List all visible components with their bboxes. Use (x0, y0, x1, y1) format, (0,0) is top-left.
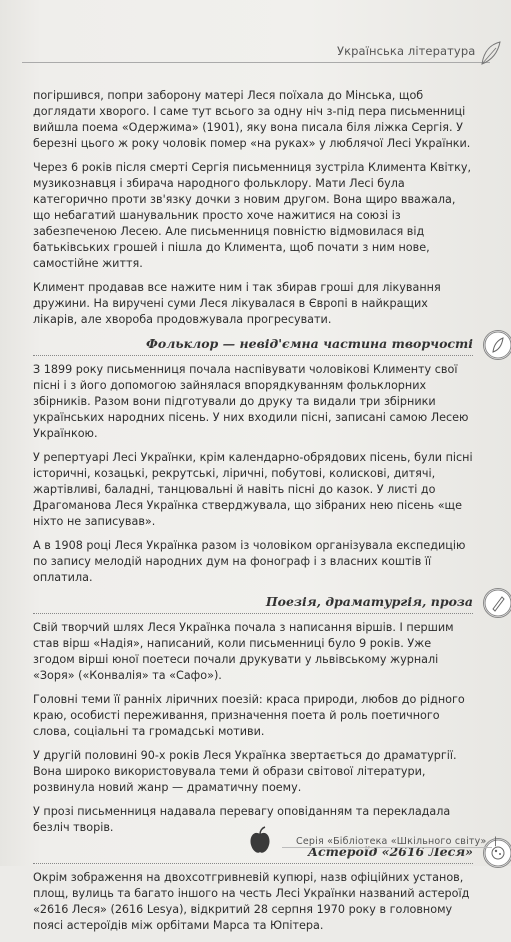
paragraph: А в 1908 році Леся Українка разом із чоловіком організувала експедицію по запису мелодій народних дум на фонограф і з власних коштів її оплатила. (33, 539, 466, 584)
section-heading-folklore (33, 336, 473, 356)
paragraph: Окрім зображення на двохсотгривневій купюрі, назв офіційних установ, площ, вулиць та багато іншого на честь Лесі Українки названий астероїд «2616 Леся» (2616 Lesya), відкритий 28 серпня 1970 року в головному поясі астероїдів між орбітами Марса та Юпітера. (33, 871, 470, 932)
paragraph: Свій творчий шлях Леся Українка почала з написання віршів. І першим став вірш «Надія», написаний, коли письменниці було 9 років. Уже згодом вірші юної поетеси почали друкувати у львівському журналі «Зоря» («Конвалія» та «Сафо»). (33, 621, 454, 682)
paragraph: У прозі письменниця надавала перевагу оповіданням та перекладала безліч творів. (33, 805, 451, 834)
running-header: Українська література (337, 44, 476, 58)
paragraph: З 1899 року письменниця почала наспівувати чоловікові Клименту свої пісні і з його допомогою зайнялася впорядкуванням фольклорних збірників. Разом вони підготували до друку та видали три збірники українських народних пісень. У них входили пісні, записані самою Лесею Українкою. (33, 363, 469, 440)
section-title: Фольклор — невід'ємна частина творчості (146, 336, 473, 351)
paragraph: Головні теми її ранніх ліричних поезій: краса природи, любов до рідного краю, особисті переживання, призначення поета й роль поетичного слова, соціальні та громадські мотиви. (33, 693, 465, 738)
pen-circle-icon (483, 588, 511, 618)
paragraph: Климент продавав все нажите ним і так збирав гроші для лікування дружини. На вирученi суми Леся лікувалася в Європі в найкращих лікарів, але хвороба продовжувала прогресувати. (33, 281, 441, 326)
header-rule (22, 62, 490, 63)
apple-logo-icon (247, 826, 273, 856)
article-body (33, 88, 473, 942)
paragraph: погіршився, попри заборону матері Леся поїхала до Мінська, щоб доглядати хворого. І саме тут всього за одну ніч з-під пера письменниці вийшла поема «Одержима» (1901), яку вона писала біля ліжка Сергія. У березні цього ж року чоловік помер «на руках» у люблячої Лесі Українки. (33, 89, 471, 150)
leaf-circle-icon (483, 330, 511, 360)
section-title: Поезія, драматургія, проза (265, 594, 473, 609)
paragraph: У репертуарі Лесі Українки, крім календарно-обрядових пісень, були пісні історичні, козацькі, рекрутські, ліричні, побутові, колискові, дитячі, жартівливі, баладні, танцювальні й навіть пісні до казок. У листі до Драгоманова Леся Українка стверджувала, що зібраних нею пісень «ще ніхто не записував». (33, 451, 473, 528)
footer-series: Серія «Бібліотека «Шкільного світу» (296, 836, 487, 847)
leaf-icon (478, 38, 504, 68)
page-marker: | (494, 836, 498, 847)
paragraph: Через 6 років після смерті Сергія письменниця зустріла Климента Квітку, музикознавця і збирача народного фольклору. Мати Лесі була категорично проти зв'язку дочки з новим другом. Вона щиро вважала, що небагатий шанувальник просто хоче нажитися на союзі із забезпеченою Лесею. Але письменниця повністю відмовилася від батьківських грошей і пішла до Климента, щоб почати з ним нове, самостійне життя. (33, 161, 472, 270)
section-heading-poetry (33, 594, 473, 614)
footer-rule (282, 847, 492, 848)
paragraph: У другій половині 90-х років Леся Українка звертається до драматургії. Вона широко використовувала теми й образи світової літератури, розвинула новий жанр — драматичну поему. (33, 749, 457, 794)
section-title: Астероїд «2616 Леся» (307, 844, 473, 859)
